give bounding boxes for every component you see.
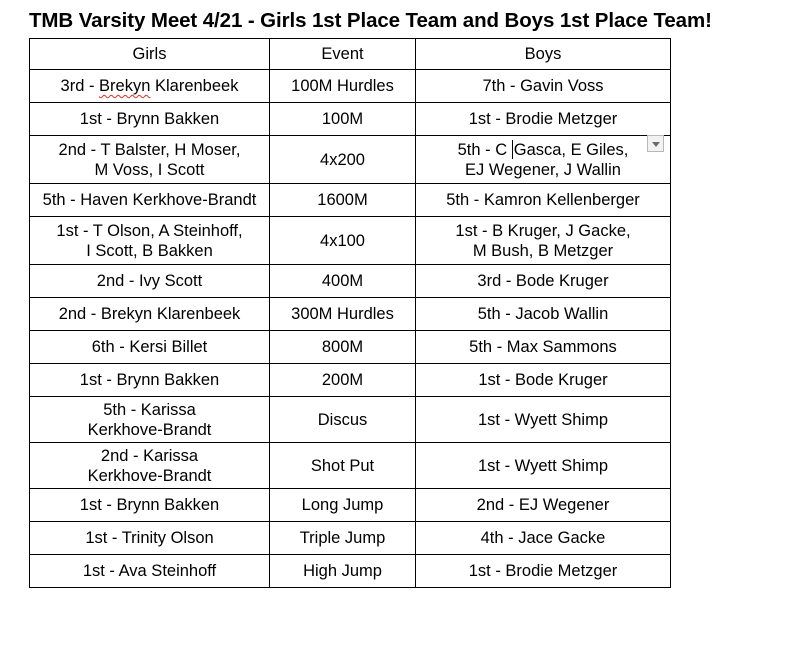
girls-cell[interactable]: 3rd - Brekyn Klarenbeek [30, 70, 270, 103]
event-cell[interactable]: Shot Put [270, 443, 416, 489]
boys-cell[interactable]: 2nd - EJ Wegener [416, 489, 671, 522]
boys-cell[interactable]: 3rd - Bode Kruger [416, 265, 671, 298]
results-table [29, 38, 671, 588]
table-row [30, 555, 671, 588]
table-row [30, 522, 671, 555]
girls-cell[interactable]: 2nd - Ivy Scott [30, 265, 270, 298]
boys-cell[interactable]: 1st - Wyett Shimp [416, 397, 671, 443]
page-title: TMB Varsity Meet 4/21 - Girls 1st Place Team and Boys 1st Place Team! [29, 9, 712, 32]
event-cell[interactable]: Discus [270, 397, 416, 443]
chevron-down-icon[interactable] [647, 135, 664, 152]
table-row [30, 489, 671, 522]
table-row [30, 217, 671, 265]
event-cell[interactable]: 200M [270, 364, 416, 397]
table-row [30, 184, 671, 217]
table-header-row [30, 39, 671, 70]
boys-cell[interactable]: 1st - B Kruger, J Gacke, M Bush, B Metzger [416, 217, 671, 265]
girls-cell[interactable]: 1st - Brynn Bakken [30, 103, 270, 136]
event-cell[interactable]: 100M Hurdles [270, 70, 416, 103]
table-row [30, 443, 671, 489]
boys-cell[interactable]: 5th - Jacob Wallin [416, 298, 671, 331]
girls-cell[interactable]: 1st - Trinity Olson [30, 522, 270, 555]
text-cursor [512, 140, 513, 159]
event-cell[interactable]: 400M [270, 265, 416, 298]
girls-cell[interactable]: 1st - Brynn Bakken [30, 364, 270, 397]
event-cell[interactable]: Long Jump [270, 489, 416, 522]
event-cell[interactable]: 300M Hurdles [270, 298, 416, 331]
header-event[interactable]: Event [270, 39, 416, 70]
table-row [30, 265, 671, 298]
boys-cell[interactable]: 5th - Max Sammons [416, 331, 671, 364]
boys-cell[interactable]: 1st - Wyett Shimp [416, 443, 671, 489]
boys-cell[interactable]: 5th - Kamron Kellenberger [416, 184, 671, 217]
boys-cell[interactable]: 7th - Gavin Voss [416, 70, 671, 103]
boys-cell[interactable]: 1st - Brodie Metzger [416, 555, 671, 588]
girls-cell[interactable]: 1st - Brynn Bakken [30, 489, 270, 522]
header-girls[interactable]: Girls [30, 39, 270, 70]
table-row [30, 70, 671, 103]
table-row [30, 103, 671, 136]
girls-cell[interactable]: 1st - Ava Steinhoff [30, 555, 270, 588]
event-cell[interactable]: 4x100 [270, 217, 416, 265]
girls-cell[interactable]: 1st - T Olson, A Steinhoff, I Scott, B Bakken [30, 217, 270, 265]
table-row [30, 331, 671, 364]
event-cell[interactable]: High Jump [270, 555, 416, 588]
girls-cell[interactable]: 2nd - T Balster, H Moser, M Voss, I Scott [30, 136, 270, 184]
girls-cell[interactable]: 2nd - Karissa Kerkhove-Brandt [30, 443, 270, 489]
boys-cell[interactable]: 1st - Bode Kruger [416, 364, 671, 397]
girls-cell[interactable]: 2nd - Brekyn Klarenbeek [30, 298, 270, 331]
header-boys[interactable]: Boys [416, 39, 671, 70]
table-row [30, 298, 671, 331]
spellcheck-word[interactable]: Brekyn [99, 77, 151, 95]
boys-cell-active[interactable]: 5th - C Gasca, E Giles, EJ Wegener, J Wallin [416, 136, 671, 184]
table-row [30, 364, 671, 397]
table-row [30, 136, 671, 184]
event-cell[interactable]: 800M [270, 331, 416, 364]
girls-cell[interactable]: 6th - Kersi Billet [30, 331, 270, 364]
event-cell[interactable]: 1600M [270, 184, 416, 217]
event-cell[interactable]: 100M [270, 103, 416, 136]
event-cell[interactable]: 4x200 [270, 136, 416, 184]
girls-cell[interactable]: 5th - Haven Kerkhove-Brandt [30, 184, 270, 217]
boys-cell[interactable]: 4th - Jace Gacke [416, 522, 671, 555]
table-row [30, 397, 671, 443]
boys-cell[interactable]: 1st - Brodie Metzger [416, 103, 671, 136]
girls-cell[interactable]: 5th - Karissa Kerkhove-Brandt [30, 397, 270, 443]
event-cell[interactable]: Triple Jump [270, 522, 416, 555]
